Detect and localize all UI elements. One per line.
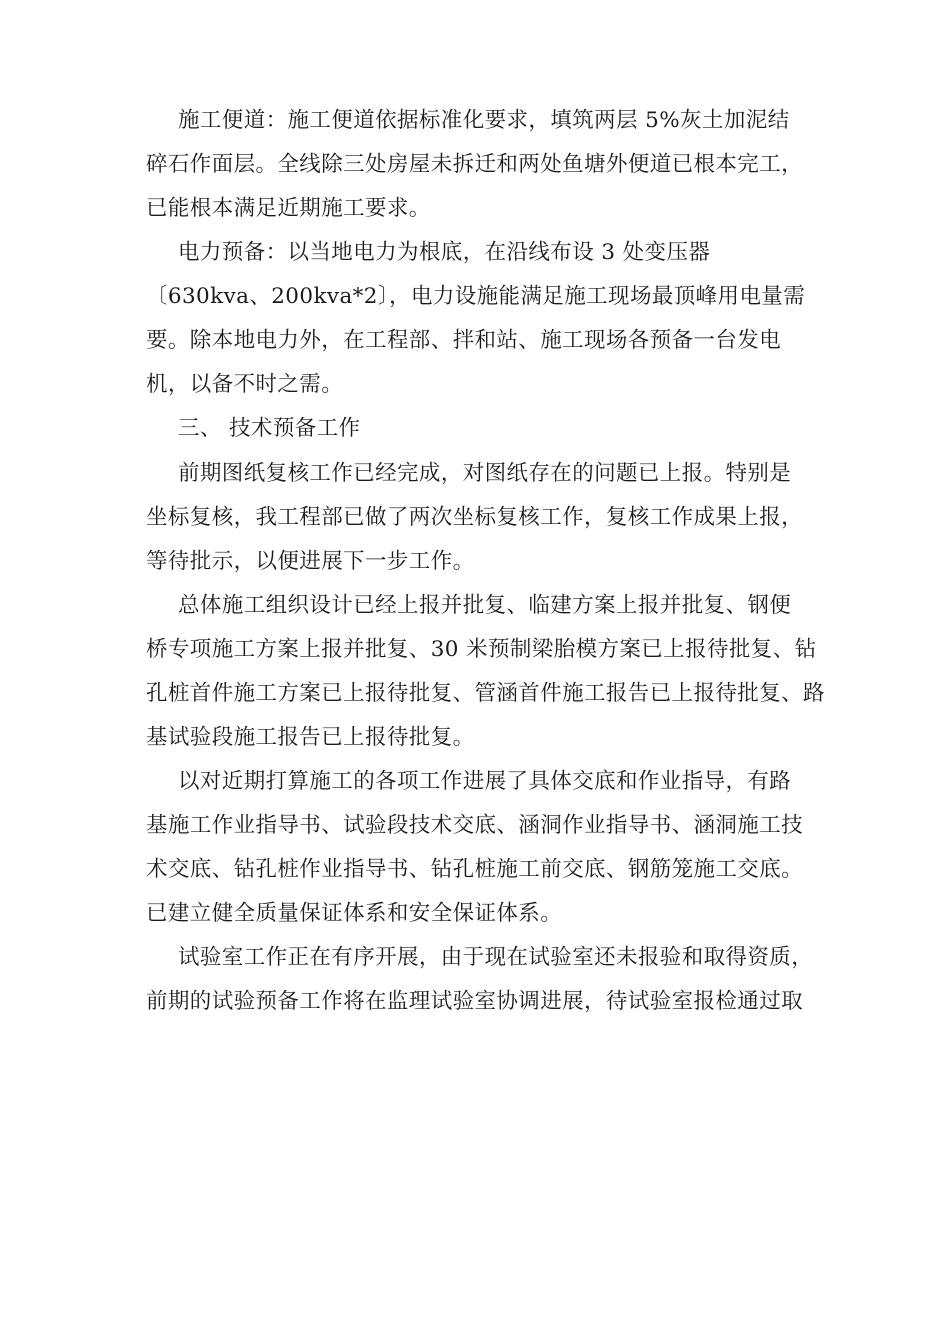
paragraph-line: 以对近期打算施工的各项工作进展了具体交底和作业指导，有路 <box>178 769 792 794</box>
paragraph-line: 坐标复核，我工程部已做了两次坐标复核工作，复核工作成果上报， <box>146 505 804 530</box>
paragraph-line: 前期的试验预备工作将在监理试验室协调进展，待试验室报检通过取 <box>146 989 804 1014</box>
paragraph-line: 基施工作业指导书、试验段技术交底、涵洞作业指导书、涵洞施工技 <box>146 813 804 838</box>
paragraph-line: 术交底、钻孔桩作业指导书、钻孔桩施工前交底、钢筋笼施工交底。 <box>146 857 804 882</box>
section-heading: 三、 技术预备工作 <box>178 416 361 441</box>
paragraph-line: 电力预备：以当地电力为根底，在沿线布设 3 处变压器 <box>178 240 711 265</box>
paragraph-line: 孔桩首件施工方案已上报待批复、管涵首件施工报告已上报待批复、路 <box>146 681 825 706</box>
paragraph-line: 〔630kva、200kva*2〕，电力设施能满足施工现场最顶峰用电量需 <box>146 284 806 309</box>
paragraph-line: 碎石作面层。全线除三处房屋未拆迁和两处鱼塘外便道已根本完工， <box>146 152 804 177</box>
paragraph-line: 总体施工组织设计已经上报并批复、临建方案上报并批复、钢便 <box>178 593 792 618</box>
paragraph-line: 要。除本地电力外，在工程部、拌和站、施工现场各预备一台发电 <box>146 328 782 353</box>
paragraph-line: 等待批示，以便进展下一步工作。 <box>146 549 475 574</box>
paragraph-line: 施工便道：施工便道依据标准化要求，填筑两层 5%灰土加泥结 <box>178 108 790 133</box>
paragraph-line: 基试验段施工报告已上报待批复。 <box>146 725 475 750</box>
paragraph-line: 前期图纸复核工作已经完成，对图纸存在的问题已上报。特别是 <box>178 461 792 486</box>
paragraph-line: 桥专项施工方案上报并批复、30 米预制梁胎模方案已上报待批复、钻 <box>146 637 817 662</box>
paragraph-line: 已能根本满足近期施工要求。 <box>146 196 431 221</box>
paragraph-line: 机，以备不时之需。 <box>146 372 344 397</box>
paragraph-line: 试验室工作正在有序开展，由于现在试验室还未报验和取得资质， <box>178 945 814 970</box>
paragraph-line: 已建立健全质量保证体系和安全保证体系。 <box>146 901 563 926</box>
